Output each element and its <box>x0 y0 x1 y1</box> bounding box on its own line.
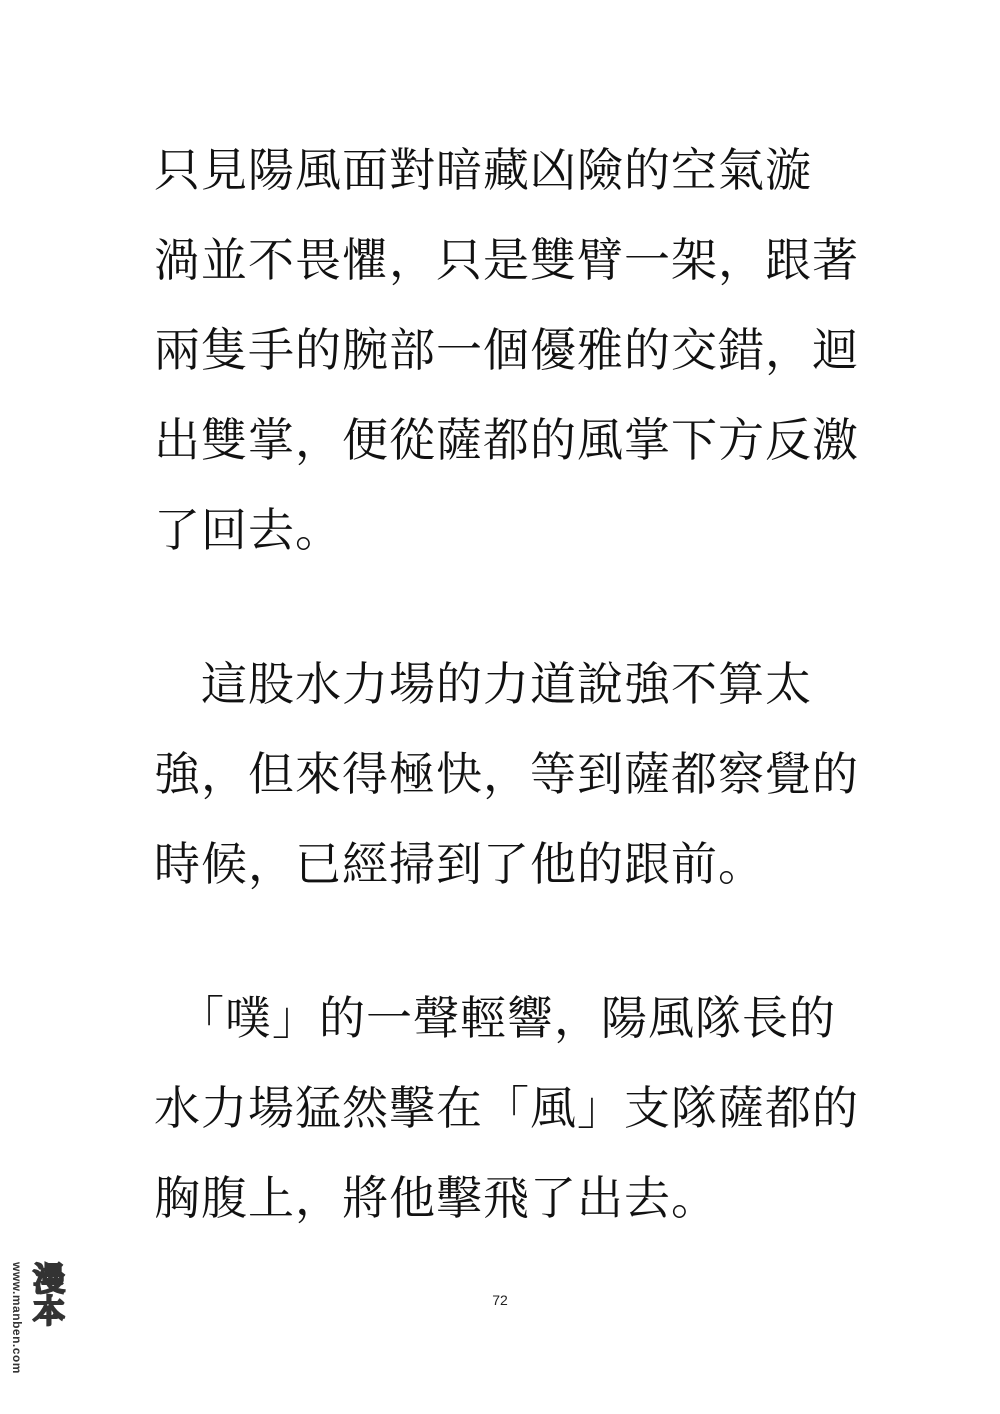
text-line: 強，但來得極快，等到薩都察覺的 <box>154 747 859 801</box>
text-line: 只見陽風面對暗藏凶險的空氣漩 <box>154 143 812 197</box>
text-line: 渦並不畏懼，只是雙臂一架，跟著 <box>154 233 859 287</box>
text-line: 了回去。 <box>154 503 342 557</box>
text-line: 「噗」的一聲輕響，陽風隊長的 <box>154 991 836 1045</box>
text-line: 水力場猛然擊在「風」支隊薩都的 <box>154 1081 859 1135</box>
text-line: 這股水力場的力道說強不算太 <box>154 657 812 711</box>
page-number: 72 <box>492 1292 508 1308</box>
text-line: 兩隻手的腕部一個優雅的交錯，迴 <box>154 323 859 377</box>
text-line: 時候，已經掃到了他的跟前。 <box>154 837 765 891</box>
text-line: 胸腹上，將他擊飛了出去。 <box>154 1171 718 1225</box>
watermark-url: www.manben.com <box>10 1262 24 1374</box>
watermark-logo: 漫本 <box>28 1262 66 1326</box>
text-line: 出雙掌，便從薩都的風掌下方反激 <box>154 413 859 467</box>
